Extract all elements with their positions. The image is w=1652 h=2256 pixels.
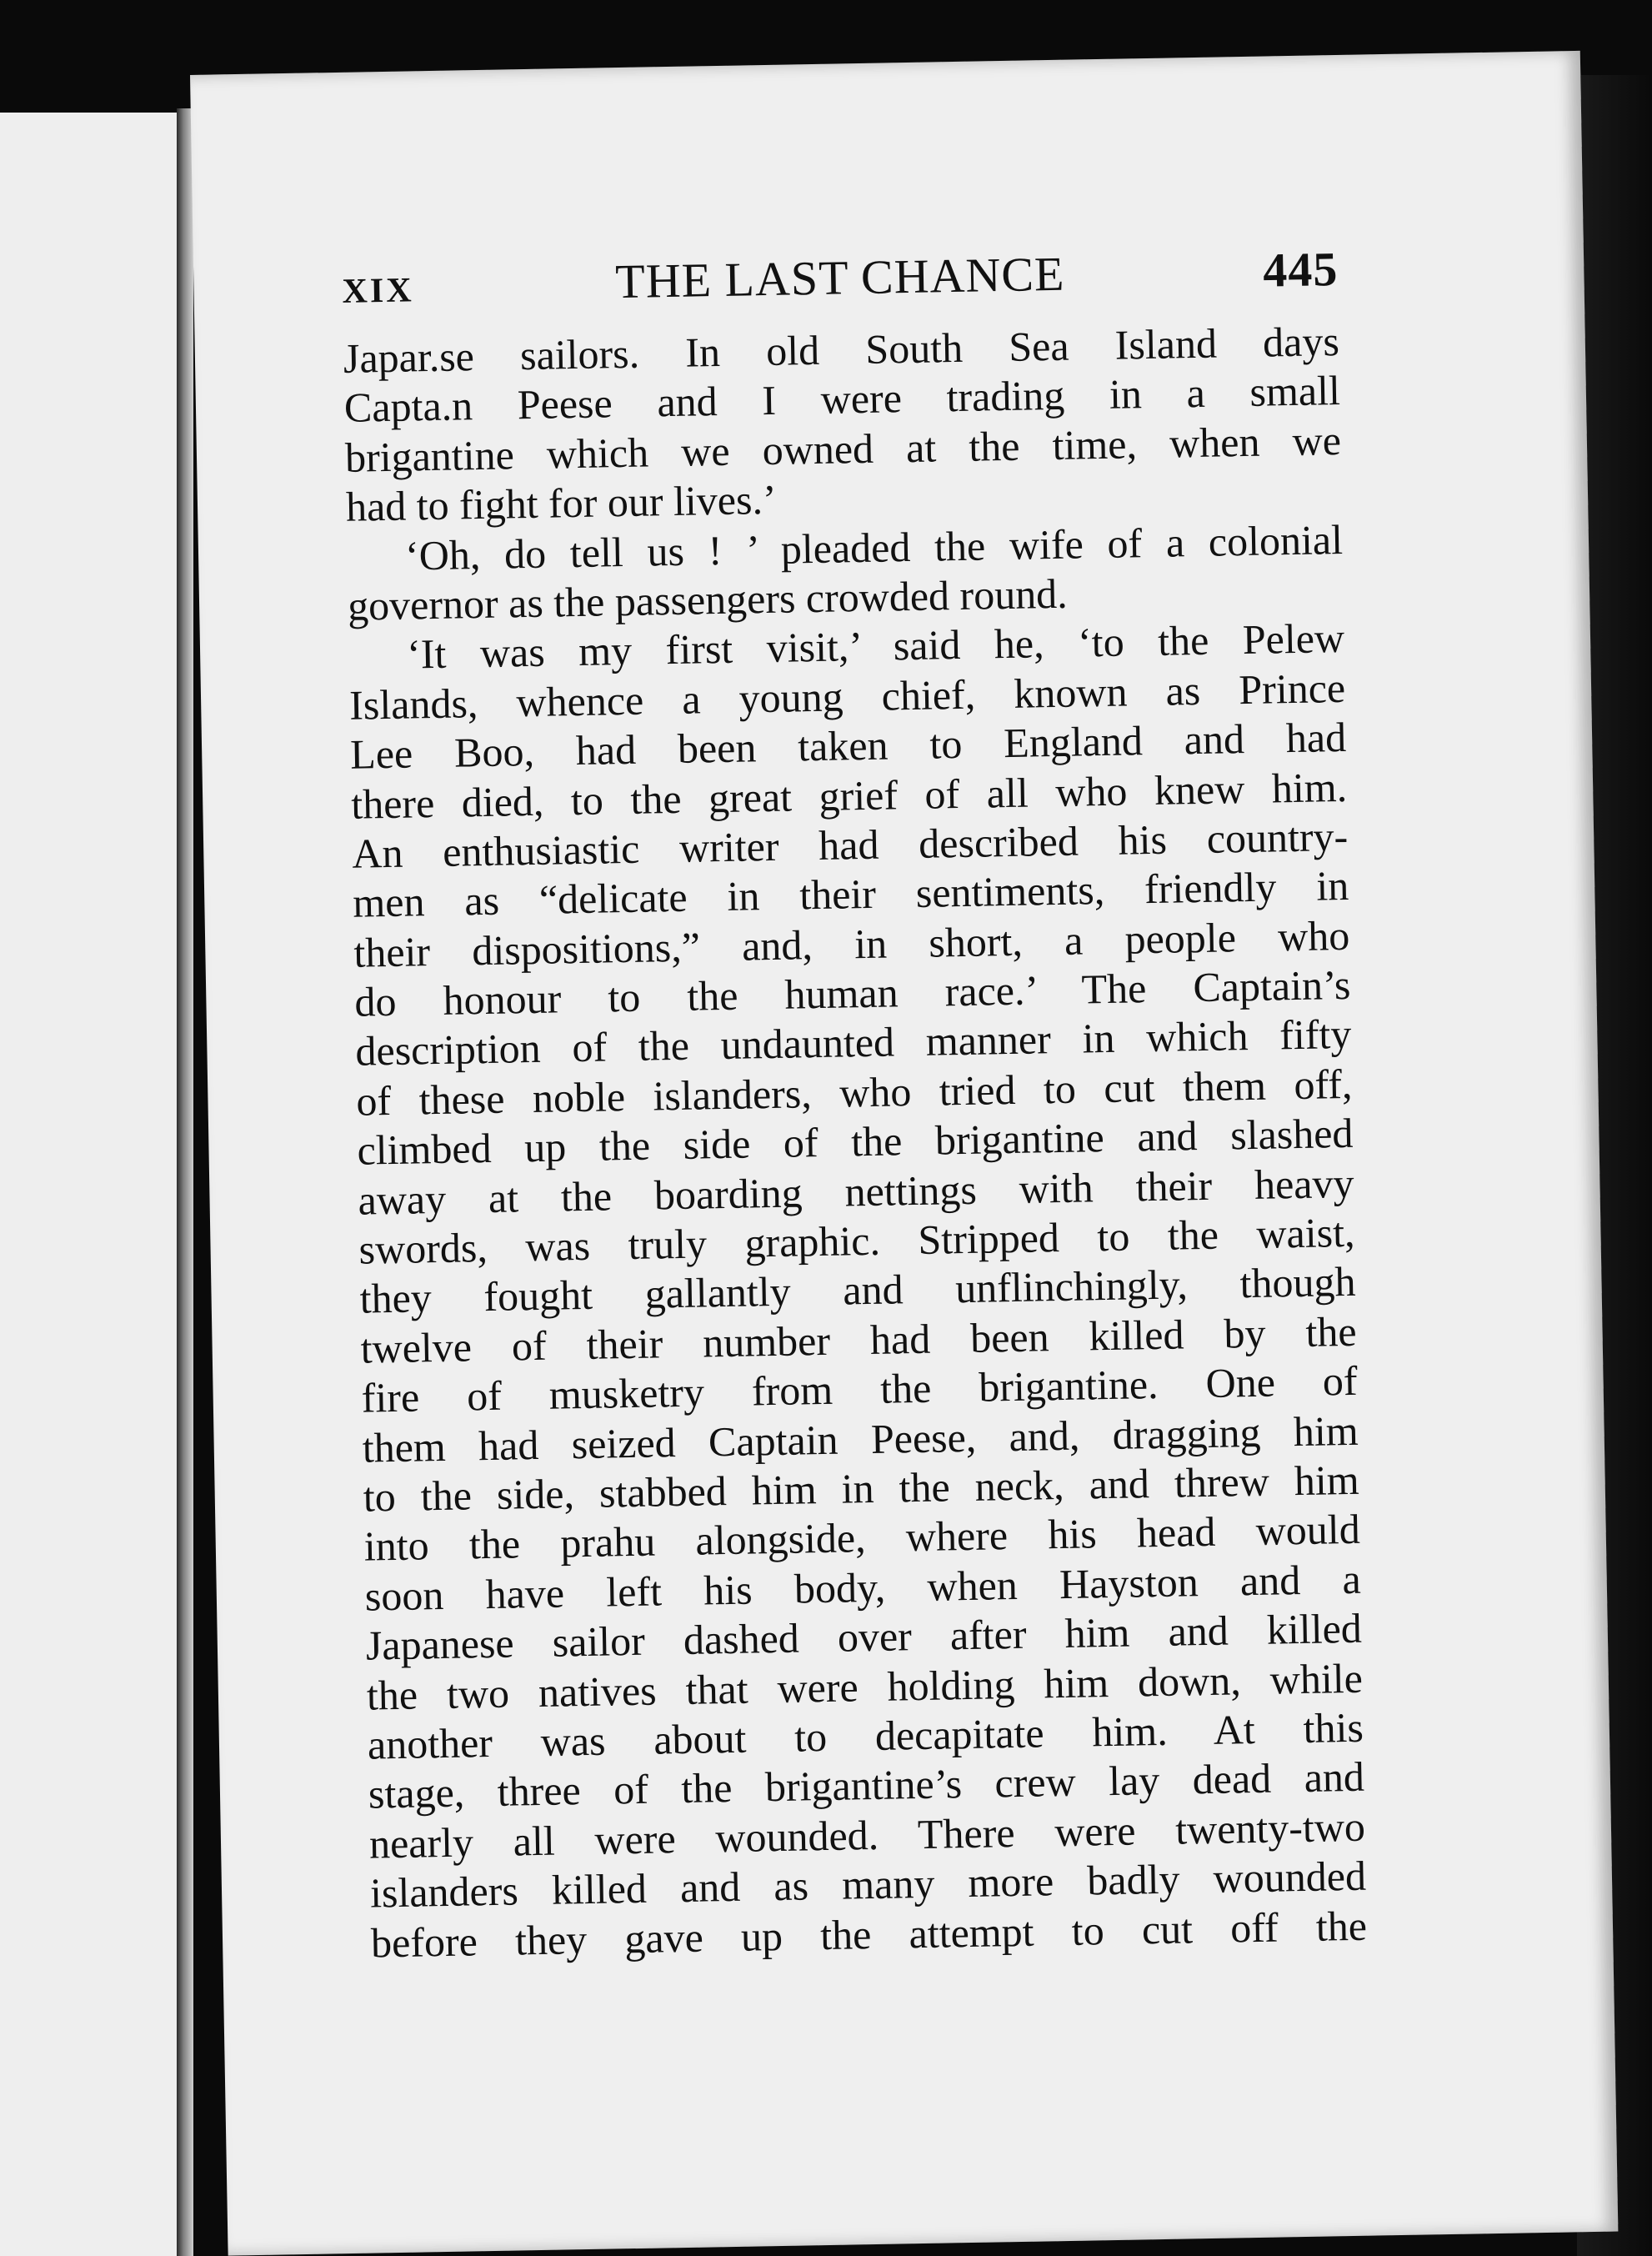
- book-page: [190, 51, 1618, 2256]
- text-line: into the prahu alongside, where his head would: [363, 1506, 1361, 1570]
- text-line: their dispositions,” and, in short, a people who: [353, 911, 1350, 976]
- running-head: [342, 232, 1339, 324]
- text-line: to the side, stabbed him in the neck, and threw him: [363, 1456, 1360, 1521]
- text-line: Japanese sailor dashed over after him and killed: [365, 1604, 1363, 1669]
- text-line: stage, three of the brigantine’s crew lay dead and: [368, 1753, 1365, 1817]
- left-page-edge: [0, 113, 182, 2256]
- book-gutter: [177, 108, 193, 2256]
- text-line: Lee Boo, had been taken to England and had: [349, 714, 1347, 778]
- chapter-title: THE LAST CHANCE: [614, 246, 1065, 309]
- body-text: [343, 317, 1367, 1968]
- text-line: another was about to decapitate him. At this: [367, 1703, 1364, 1768]
- text-line: away at the boarding nettings with their heavy: [358, 1159, 1354, 1224]
- text-line: of these noble islanders, who tried to cut them off,: [356, 1060, 1353, 1125]
- text-line: brigantine which we owned at the time, when we: [344, 416, 1342, 481]
- text-line: do honour to the human race.’ The Captain’s: [353, 960, 1351, 1025]
- page-number: 445: [1262, 242, 1339, 298]
- text-line: had to fight for our lives.’: [345, 475, 778, 530]
- text-line: ‘Oh, do tell us ! ’ pleaded the wife of a colonial: [404, 515, 1344, 579]
- text-line: climbed up the side of the brigantine and slashed: [357, 1110, 1354, 1174]
- chapter-number: XIX: [342, 271, 414, 311]
- text-line: governor as the passengers crowded round.: [347, 569, 1069, 629]
- text-line: fire of musketry from the brigantine. One of: [361, 1357, 1359, 1421]
- text-line: before they gave up the attempt to cut off the: [370, 1902, 1368, 1967]
- text-line: soon have left his body, when Hayston and a: [364, 1555, 1362, 1620]
- text-line: swords, was truly graphic. Stripped to the waist,: [358, 1208, 1355, 1273]
- text-line: description of the undaunted manner in which fifty: [354, 1010, 1352, 1075]
- text-line: the two natives that were holding him down, while: [366, 1654, 1364, 1719]
- text-line: Islands, whence a young chief, known as Prince: [348, 664, 1346, 729]
- text-line: there died, to the great grief of all who knew him.: [350, 763, 1348, 828]
- text-line: ‘It was my first visit,’ said he, ‘to the Pelew: [406, 614, 1345, 678]
- text-line: they fought gallantly and unflinchingly, though: [359, 1258, 1356, 1323]
- text-line: Japar.se sailors. In old South Sea Island days: [343, 317, 1340, 382]
- text-line: nearly all were wounded. There were twenty-two: [368, 1802, 1366, 1867]
- text-line: men as “delicate in their sentiments, friendly in: [352, 862, 1349, 927]
- page-content: [342, 232, 1368, 1968]
- text-line: An enthusiastic writer had described his country-: [351, 812, 1349, 877]
- text-line: them had seized Captain Peese, and, dragging him: [362, 1406, 1359, 1471]
- text-line: Capta.n Peese and I were trading in a small: [343, 367, 1341, 432]
- text-line: twelve of their number had been killed by the: [360, 1307, 1357, 1372]
- text-line: islanders killed and as many more badly wounded: [369, 1852, 1367, 1917]
